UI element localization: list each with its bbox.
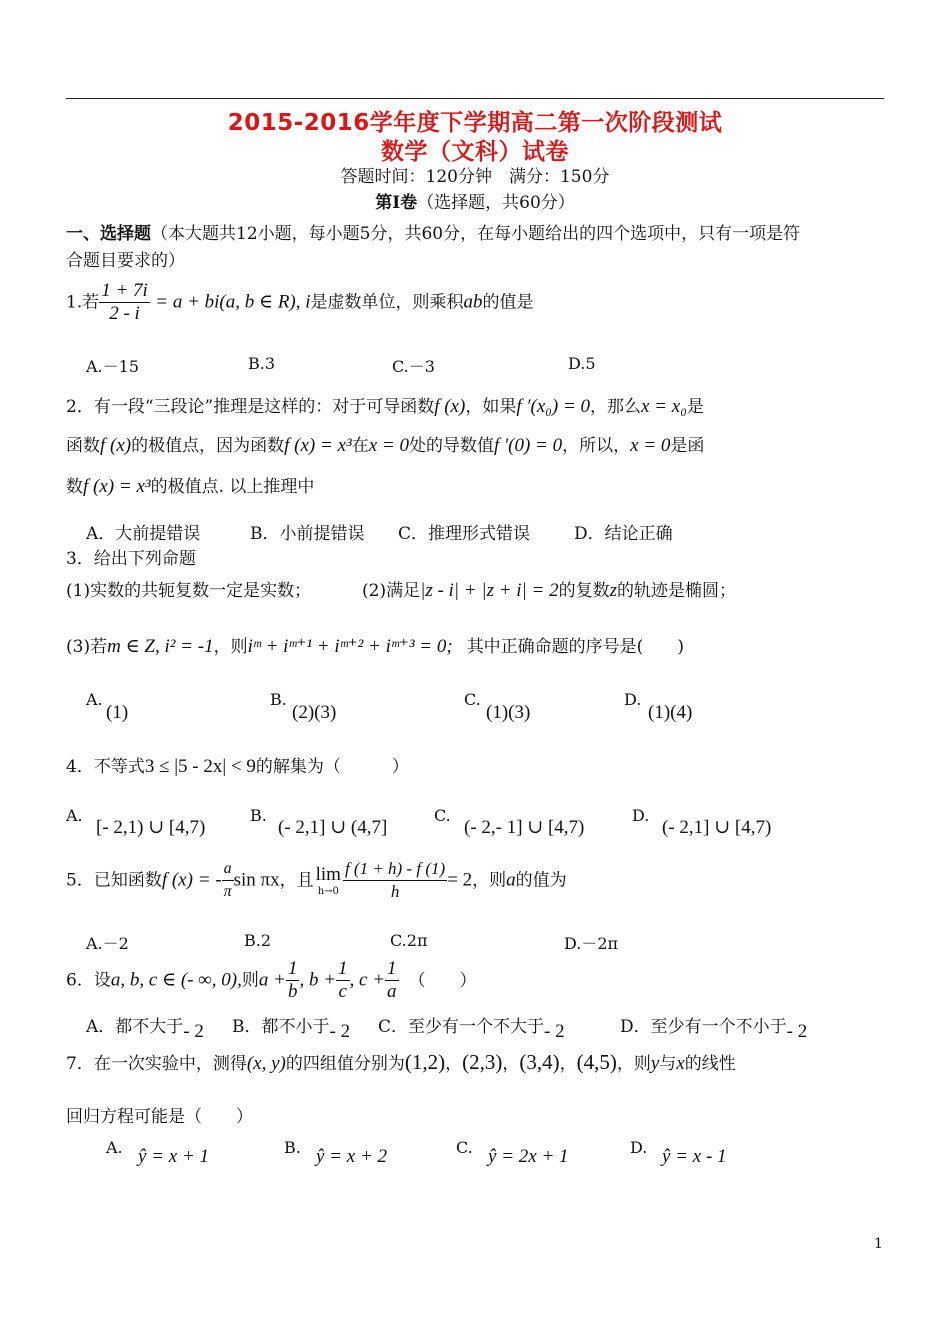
q7-prefix: 7．在一次实验中，测得 <box>66 1054 247 1074</box>
q3-option-b-value: (2)(3) <box>292 702 337 723</box>
q7-sep: ， <box>445 1054 463 1074</box>
q7-option-c-label[interactable]: C. <box>456 1138 473 1157</box>
q2-fp0: f ′(0) = 0 <box>493 435 563 456</box>
q4-option-d-value: (- 2,1] ∪ [4,7) <box>662 817 772 838</box>
q5-fraction <box>222 858 234 903</box>
q7-option-d-label[interactable]: D. <box>630 1138 648 1157</box>
q7-yhat: ŷ <box>662 1146 671 1167</box>
q3-text: 其中正确命题的序号是( ) <box>466 637 684 657</box>
q6-frac-den: a <box>387 981 397 1002</box>
q7-suffix: 的线性 <box>684 1054 736 1074</box>
q2-option-d[interactable]: D．结论正确 <box>574 524 673 544</box>
q7-x: x <box>676 1053 685 1074</box>
q4-expr: 3 ≤ |5 - 2x| < 9 <box>144 756 256 777</box>
q1-option-d[interactable]: D.5 <box>568 354 596 373</box>
q5-eq: = 2 <box>447 869 473 891</box>
q5-option-b[interactable]: B.2 <box>244 931 272 950</box>
q7-sep: ， <box>502 1054 520 1074</box>
q2-option-a[interactable]: A．大前提错误 <box>86 524 201 544</box>
q6-option-value: - 2 <box>786 1021 808 1042</box>
q7-option-a-value <box>138 1146 209 1168</box>
q5-a: a <box>506 869 516 891</box>
q2-text: 的极值点. 以上推理中 <box>150 477 315 497</box>
q6-option-value: - 2 <box>544 1021 565 1042</box>
header-rule <box>66 98 884 99</box>
q5-lim-sub: h→0 <box>317 885 339 897</box>
q1-prefix: 1.若 <box>66 292 100 313</box>
q6-vars: a, b, c ∈ (- ∞, 0), <box>110 969 242 991</box>
q1-option-b[interactable]: B.3 <box>248 354 276 373</box>
section1-line1 <box>66 219 800 244</box>
q1-option-c[interactable]: C.－3 <box>392 357 435 376</box>
q2-line1 <box>66 392 704 418</box>
q4-option-b-value: (- 2,1] ∪ (4,7] <box>278 817 388 838</box>
q6-frac-num: 1 <box>287 958 298 979</box>
q1-suffix: 的值是 <box>482 292 534 313</box>
q5-mid: ，且 <box>279 870 314 891</box>
q5-option-d[interactable]: D.－2π <box>564 934 619 953</box>
q2-x-eq-x0: x = x₀ <box>641 396 687 417</box>
q2-text: 是 <box>686 397 704 417</box>
q7-yhat: ŷ <box>316 1146 325 1167</box>
q1-frac-num: 1 + 7i <box>101 280 148 301</box>
q7-option-b-label[interactable]: B. <box>284 1138 301 1157</box>
q6-mid: 则 <box>241 970 259 991</box>
q6-frac-a <box>385 958 399 1003</box>
q5-sin: sin πx <box>233 869 280 891</box>
q6-frac-b <box>286 958 300 1003</box>
q7-xy: (x, y) <box>246 1053 286 1074</box>
q4-stem <box>66 752 409 778</box>
q4-option-a-label[interactable]: A. <box>66 806 83 825</box>
q7-line2: 回归方程可能是（ ） <box>66 1107 253 1127</box>
q3-text: (2)满足 <box>362 581 421 601</box>
q2-fx3: f (x) = x³ <box>284 435 352 456</box>
q5-lim-fraction <box>343 858 447 903</box>
q7-sep: ， <box>559 1054 577 1074</box>
q3-p2-expr: |z - i| + |z + i| = 2 <box>420 580 559 601</box>
q4-suffix: 的解集为（ ） <box>255 757 409 777</box>
q7-line1 <box>66 1049 736 1075</box>
q7-eq: = x + 2 <box>329 1146 388 1167</box>
q1-expr: = a + bi(a, b ∈ R), i <box>155 291 311 313</box>
q1-fraction <box>99 280 150 325</box>
q7-point: (3,4) <box>519 1050 560 1074</box>
q1-stem <box>66 280 534 325</box>
q2-text: 的极值点，因为函数 <box>131 436 285 456</box>
q7-option-c-value <box>488 1146 569 1168</box>
q3-option-b-label[interactable]: B. <box>270 690 287 709</box>
q2-text: 是函 <box>670 436 705 456</box>
q6-option-text: C．至少有一个不大于 <box>378 1017 545 1037</box>
q5-lim <box>316 864 341 898</box>
volume-heading <box>0 188 950 213</box>
q6-option-text: D．至少有一个不小于 <box>620 1017 787 1037</box>
q4-prefix: 4．不等式 <box>66 757 145 777</box>
q4-option-c-label[interactable]: C. <box>434 806 451 825</box>
q1-ab: ab <box>463 291 483 313</box>
q4-option-d-label[interactable]: D. <box>632 806 650 825</box>
q2-text: 在 <box>351 436 369 456</box>
q4-option-b-label[interactable]: B. <box>250 806 267 825</box>
q2-text: 2．有一段“三段论”推理是这样的：对于可导函数 <box>66 397 435 417</box>
section1-desc1: （本大题共12小题，每小题5分，共60分，在每小题给出的四个选项中，只有一项是符 <box>151 224 801 244</box>
q6-option-b[interactable] <box>232 1012 351 1042</box>
q6-prefix: 6．设 <box>66 970 111 991</box>
page-number: 1 <box>874 1236 883 1252</box>
q2-option-b[interactable]: B．小前提错误 <box>250 524 365 544</box>
volume-bold: 第Ⅰ卷 <box>375 193 418 213</box>
q7-option-d-value <box>662 1146 727 1168</box>
q2-text: ，那么 <box>590 397 642 417</box>
q7-eq: = x + 1 <box>151 1146 210 1167</box>
q2-text: 函数 <box>66 436 100 456</box>
q5-lim-num: f (1 + h) - f (1) <box>343 858 447 881</box>
q1-option-a[interactable]: A.－15 <box>86 357 140 376</box>
q6-option-value: - 2 <box>183 1021 204 1042</box>
q6-expr: , b + <box>299 969 337 991</box>
q6-stem <box>66 958 477 1003</box>
q2-x0: x = 0 <box>630 435 671 456</box>
q7-eq: = 2x + 1 <box>501 1146 569 1167</box>
q7-and: 与 <box>659 1054 677 1074</box>
q6-option-value: - 2 <box>329 1021 351 1042</box>
q7-mid: 的四组值分别为 <box>285 1054 405 1074</box>
q7-y: y <box>650 1053 660 1074</box>
title-line2: 数学（文科）试卷 <box>381 139 569 165</box>
q3-p3-expr1: m ∈ Z, i² = -1 <box>107 636 214 657</box>
q5-option-a[interactable]: A.－2 <box>86 934 129 953</box>
q2-fx: f (x) <box>434 396 466 417</box>
q3-prop1: (1)实数的共轭复数一定是实数； <box>66 581 312 601</box>
q5-fx: f (x) = - <box>161 869 222 891</box>
q3-p3-expr2: iᵐ + iᵐ⁺¹ + iᵐ⁺² + iᵐ⁺³ = 0; <box>247 636 453 657</box>
q1-mid: 是虚数单位，则乘积 <box>310 292 464 313</box>
q6-option-a[interactable] <box>86 1012 204 1042</box>
title-line1: 2015-2016学年度下学期高二第一次阶段测试 <box>227 110 723 136</box>
q6-frac-num: 1 <box>387 958 397 979</box>
q3-title: 3．给出下列命题 <box>66 549 196 569</box>
q3-text: ，则 <box>213 637 248 657</box>
q7-then: ，则 <box>616 1054 651 1074</box>
q6-expr: a + <box>258 969 286 991</box>
q4-option-c-value: (- 2,- 1] ∪ [4,7) <box>464 817 585 838</box>
q5-lim-text: lim <box>315 863 341 885</box>
q3-text: 的复数 <box>558 581 610 601</box>
q6-frac-den: c <box>338 981 347 1002</box>
q3-option-d-label[interactable]: D. <box>624 690 642 709</box>
time-info: 答题时间：120分钟 满分：150分 <box>340 167 610 187</box>
q5-lim-den: h <box>390 882 400 901</box>
q2-line2 <box>66 431 704 457</box>
q2-fx3: f (x) = x³ <box>83 476 151 497</box>
q3-option-a-value: (1) <box>106 702 129 723</box>
q6-frac-den: b <box>287 981 298 1002</box>
q6-frac-num: 1 <box>338 958 348 979</box>
q2-line3 <box>66 472 314 498</box>
q6-option-c[interactable] <box>378 1012 565 1042</box>
q5-stem <box>66 858 567 903</box>
q3-text: (3)若 <box>66 637 108 657</box>
q2-text: 处的导数值 <box>408 436 494 456</box>
q3-prop3 <box>66 632 684 658</box>
q3-option-c-label[interactable]: C. <box>464 690 481 709</box>
q2-option-c[interactable]: C．推理形式错误 <box>398 524 531 544</box>
q3-option-d-value: (1)(4) <box>648 702 693 723</box>
q4-option-a-value: [- 2,1) ∪ [4,7) <box>96 817 206 838</box>
q7-eq: = x - 1 <box>675 1146 727 1167</box>
q7-yhat: ŷ <box>138 1146 147 1167</box>
q7-yhat: ŷ <box>488 1146 497 1167</box>
section1-heading: 一、选择题 <box>66 224 151 244</box>
q2-text: ，所以， <box>562 436 631 456</box>
q5-mid2: ，则 <box>472 870 507 891</box>
q7-point: (1,2) <box>404 1050 446 1074</box>
q3-text: 的轨迹是椭圆； <box>617 581 737 601</box>
q2-fx: f (x) <box>100 435 132 456</box>
q2-text: ，如果 <box>465 397 517 417</box>
q3-option-a-label[interactable]: A. <box>86 690 103 709</box>
q2-text: 数 <box>66 477 83 497</box>
q3-z: z <box>609 580 618 601</box>
q5-frac-num: a <box>222 858 234 881</box>
q5-frac-den: π <box>223 883 232 900</box>
q3-prop2 <box>362 576 736 602</box>
q7-option-b-value <box>316 1146 387 1168</box>
q5-prefix: 5．已知函数 <box>66 870 162 891</box>
q2-fpx0: f ′(x₀) = 0 <box>516 396 591 417</box>
q6-frac-c <box>336 958 350 1003</box>
q7-point: (4,5) <box>576 1050 617 1074</box>
q5-suffix: 的值为 <box>515 870 567 891</box>
q3-option-c-value: (1)(3) <box>486 702 531 723</box>
q2-x0: x = 0 <box>368 435 409 456</box>
q6-option-text: B．都不小于 <box>232 1017 330 1037</box>
q7-point: (2,3) <box>462 1050 503 1074</box>
q6-suffix: （ ） <box>408 970 477 991</box>
q1-frac-den: 2 - i <box>109 303 140 324</box>
q7-option-a-label[interactable]: A. <box>106 1138 123 1157</box>
q6-option-d[interactable] <box>620 1012 808 1042</box>
section1-desc2: 合题目要求的） <box>66 251 185 271</box>
q6-option-text: A．都不大于 <box>86 1017 184 1037</box>
volume-rest: （选择题，共60分） <box>417 193 575 213</box>
q5-option-c[interactable]: C.2π <box>390 931 428 950</box>
q6-expr: , c + <box>349 969 386 991</box>
